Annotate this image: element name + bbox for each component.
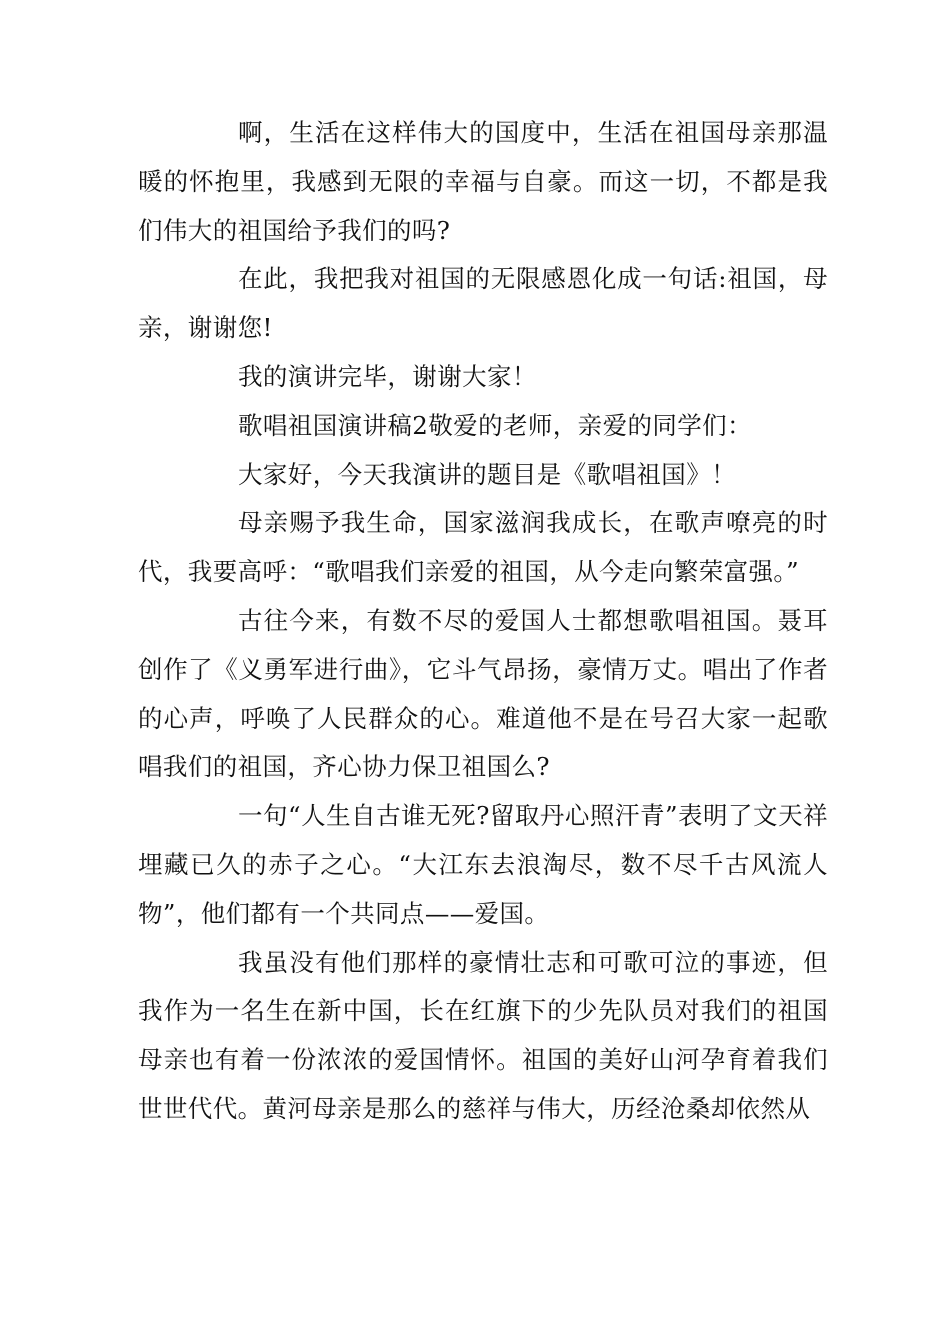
paragraph-5: 大家好，今天我演讲的题目是《歌唱祖国》！ <box>238 459 736 489</box>
document-page <box>138 109 828 1134</box>
paragraph-4: 歌唱祖国演讲稿2敬爱的老师，亲爱的同学们： <box>238 410 752 440</box>
paragraph-3: 我的演讲完毕，谢谢大家！ <box>238 361 537 391</box>
paragraph-7: 古往今来，有数不尽的爱国人士都想歌唱祖国。聂耳创作了《义勇军进行曲》，它斗气昂扬，豪情万丈。唱出了作者的心声，呼唤了人民群众的心。难道他不是在号召大家一起歌唱我们的祖国，齐心协力保卫祖国么? <box>138 605 828 782</box>
paragraph-6: 母亲赐予我生命，国家滋润我成长，在歌声嘹亮的时代，我要高呼：“歌唱我们亲爱的祖国，从今走向繁荣富强。” <box>138 508 828 587</box>
paragraph-1: 啊，生活在这样伟大的国度中，生活在祖国母亲那温暖的怀抱里，我感到无限的幸福与自豪。而这一切，不都是我们伟大的祖国给予我们的吗? <box>138 118 828 245</box>
paragraph-2: 在此，我把我对祖国的无限感恩化成一句话:祖国，母亲，谢谢您! <box>138 264 828 343</box>
paragraph-8: 一句“人生自古谁无死?留取丹心照汗青”表明了文天祥埋藏已久的赤子之心。“大江东去浪淘尽，数不尽千古风流人物”，他们都有一个共同点——爱国。 <box>138 801 828 928</box>
paragraph-9: 我虽没有他们那样的豪情壮志和可歌可泣的事迹，但我作为一名生在新中国，长在红旗下的少先队员对我们的祖国母亲也有着一份浓浓的爱国情怀。祖国的美好山河孕育着我们世世代代。黄河母亲是那么的慈祥与伟大，历经沧桑却依然从 <box>138 947 828 1123</box>
